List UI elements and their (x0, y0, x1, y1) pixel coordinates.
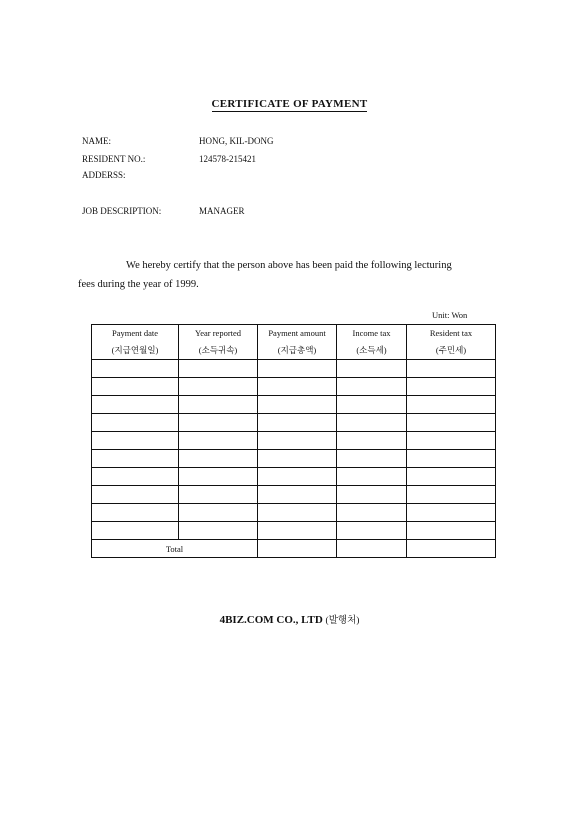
address-label: ADDERSS: (82, 170, 126, 180)
table-cell (407, 504, 496, 522)
header-payment-amount: Payment amount (지급총액) (258, 325, 337, 360)
total-label: Total (92, 540, 258, 558)
table-cell (179, 414, 258, 432)
table-cell (258, 504, 337, 522)
table-cell (92, 360, 179, 378)
table-cell (407, 486, 496, 504)
table-cell (179, 504, 258, 522)
total-cell (407, 540, 496, 558)
table-row (92, 378, 496, 396)
statement-line-1: We hereby certify that the person above has been paid the following lecturing (126, 260, 452, 271)
table-cell (258, 396, 337, 414)
table-cell (337, 414, 407, 432)
table-row (92, 450, 496, 468)
table-cell (337, 378, 407, 396)
job-label: JOB DESCRIPTION: (82, 206, 162, 216)
table-cell (407, 468, 496, 486)
table-cell (92, 414, 179, 432)
table-header-row (92, 325, 496, 360)
statement-line-2: fees during the year of 1999. (78, 279, 199, 290)
table-cell (179, 396, 258, 414)
table-row (92, 360, 496, 378)
table-cell (407, 396, 496, 414)
table-cell (337, 450, 407, 468)
table-cell (258, 414, 337, 432)
table-cell (92, 378, 179, 396)
table-cell (179, 450, 258, 468)
table-cell (258, 378, 337, 396)
table-cell (258, 360, 337, 378)
table-cell (407, 414, 496, 432)
table-cell (92, 396, 179, 414)
table-cell (337, 486, 407, 504)
table-row (92, 504, 496, 522)
table-cell (337, 504, 407, 522)
table-cell (258, 450, 337, 468)
table-cell (92, 450, 179, 468)
table-cell (337, 432, 407, 450)
payment-table (91, 324, 496, 558)
document-title (0, 98, 579, 110)
table-cell (92, 504, 179, 522)
table-cell (92, 432, 179, 450)
table-cell (92, 522, 179, 540)
title-text: CERTIFICATE OF PAYMENT (211, 98, 368, 110)
table-cell (179, 378, 258, 396)
name-value: HONG, KIL-DONG (199, 136, 274, 146)
resident-value: 124578-215421 (199, 154, 256, 164)
total-row (92, 540, 496, 558)
header-year-reported: Year reported (소득귀속) (179, 325, 258, 360)
table-cell (258, 432, 337, 450)
table-cell (258, 522, 337, 540)
table-cell (179, 432, 258, 450)
resident-label: RESIDENT NO.: (82, 154, 146, 164)
issuer-name: 4BIZ.COM CO., LTD (219, 614, 323, 626)
table-cell (407, 432, 496, 450)
total-cell (258, 540, 337, 558)
header-payment-date: Payment date (지급연월일) (92, 325, 179, 360)
table-cell (407, 360, 496, 378)
table-row (92, 396, 496, 414)
table-cell (179, 486, 258, 504)
header-income-tax: Income tax (소득세) (337, 325, 407, 360)
table-row (92, 522, 496, 540)
table-cell (337, 396, 407, 414)
table-cell (179, 468, 258, 486)
table-cell (337, 360, 407, 378)
table-cell (337, 468, 407, 486)
table-cell (407, 522, 496, 540)
job-field (82, 206, 245, 216)
table-row (92, 468, 496, 486)
table-cell (179, 522, 258, 540)
name-field (82, 136, 274, 146)
issuer (0, 612, 579, 626)
table-cell (337, 522, 407, 540)
header-resident-tax: Resident tax (주민세) (407, 325, 496, 360)
unit-label: Unit: Won (432, 310, 468, 320)
table-row (92, 432, 496, 450)
name-label: NAME: (82, 136, 111, 146)
table-cell (92, 468, 179, 486)
table-cell (407, 450, 496, 468)
certification-statement (78, 256, 494, 294)
job-value: MANAGER (199, 206, 245, 216)
table-cell (92, 486, 179, 504)
table-row (92, 486, 496, 504)
resident-field (82, 154, 256, 164)
table-cell (407, 378, 496, 396)
issuer-korean-label: (발행처) (325, 616, 360, 626)
address-field (82, 170, 199, 180)
total-cell (337, 540, 407, 558)
table-cell (258, 486, 337, 504)
table-cell (258, 468, 337, 486)
table-cell (179, 360, 258, 378)
table-row (92, 414, 496, 432)
